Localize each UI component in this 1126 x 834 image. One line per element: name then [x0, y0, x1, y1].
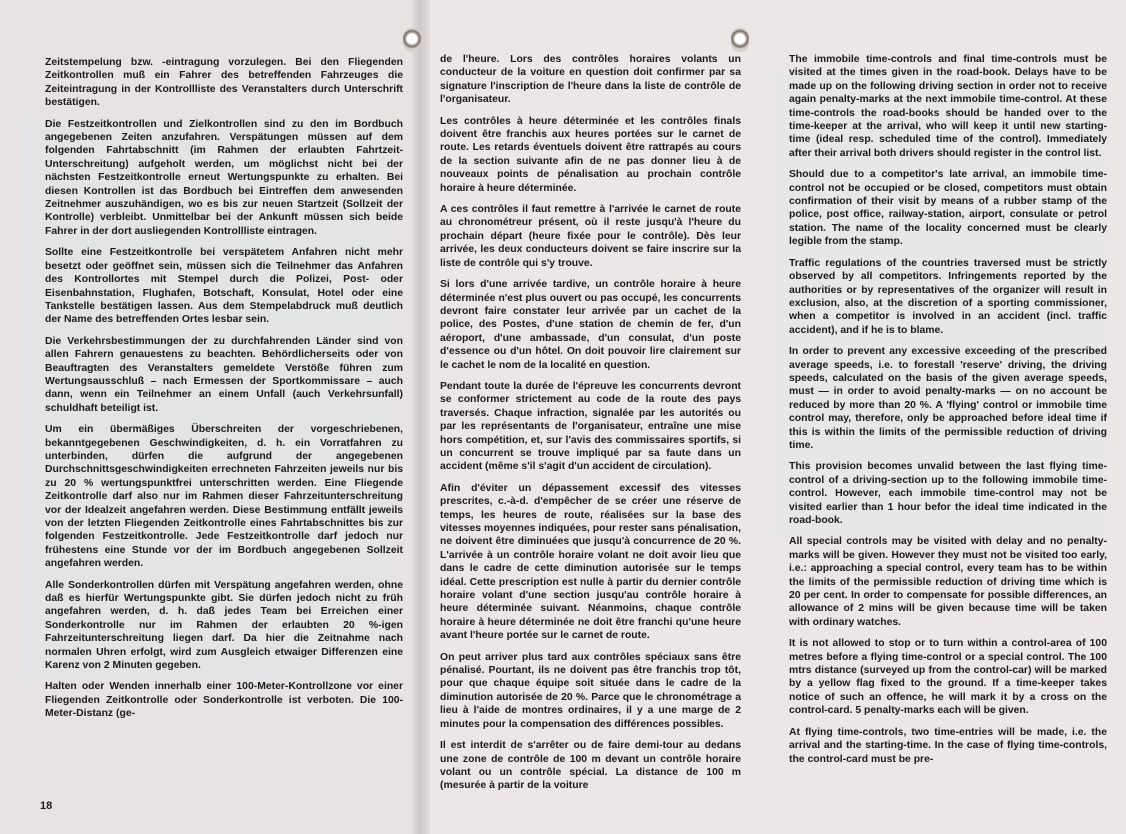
english-column	[789, 53, 1107, 774]
english-paragraph-2: Should due to a competitor's late arrival, an immobile time-control not be occupied or be closed, competitors must obtain confirmation of their visit by means of a rubber stamp of the police, post office, railway-station, airport, consulate or petrol station. The name of the locality concerned must be clearly legible from the stamp.	[789, 169, 1107, 248]
french-paragraph-1: de l'heure. Lors des contrôles horaires volants un conducteur de la voiture en question doit confirmer par sa signature l'inscription de l'heure dans la liste de contrôle de l'organisateur.	[440, 54, 741, 106]
french-paragraph-5: Pendant toute la durée de l'épreuve les concurrents devront se conformer strictement au code de la route des pays traversés. Chaque infraction, signalée par les autorités ou par les représentants de l'organisateur, entraîne une mise hors compétition, et, sur l'avis des commissaires sportifs, si un concurrent se trouve impliqué par sa faute dans un accident (même s'il s'agit d'un accident de circulation).	[440, 380, 741, 473]
english-paragraph-3: Traffic regulations of the countries traversed must be strictly observed by all competitors. Infringements reported by the authorities or by representatives of the organizer will result in exclusion, also, at the discretion of a sporting commissioner, when a competitor is involved in an accident (incl. traffic accident), and if he is to blame.	[789, 257, 1107, 336]
english-paragraph-1: The immobile time-controls and final time-controls must be visited at the times given in the road-book. Delays have to be made up on the following driving section in order not to receive again penalty-marks at the next immobile time-control. At these time-controls the road-books should be handed over to the time-keeper at the arrival, who will keep it until new starting-time (ideal resp. scheduled time of the control). Immediately after their arrival both drivers should register in the control list.	[789, 54, 1107, 159]
german-paragraph-7: Halten oder Wenden innerhalb einer 100-Meter-Kontrollzone vor einer Fliegenden Zeitkontrolle oder Sonderkontrolle ist verboten. Die 100-Meter-Distanz (ge-	[45, 681, 403, 720]
german-column	[45, 56, 403, 729]
page-gutter	[412, 0, 430, 834]
german-paragraph-4: Die Verkehrsbestimmungen der zu durchfahrenden Länder sind von allen Fahrern genauestens zu beachten. Behördlicherseits oder von Beauftragten des Veranstalters gemeldete Verstöße führen zum Wertungsausschluß – nach Ermessen der Sportkommissare – auch dann, wenn ein Teilnehmer an einem Unfall (auch Verkehrsunfall) schuldhaft beteiligt ist.	[45, 335, 403, 414]
english-paragraph-4: In order to prevent any excessive exceeding of the prescribed average speeds, i.e. to forestall 'reserve' driving, the driving speeds, calculated on the basis of the given average speeds, must — in order to avoid penalty-marks — on no account be reduced by more than 20 %. A 'flying' control or immobile time control may, therefore, only be approached before ideal time if this is within the limits of the permissible reduction of driving time.	[789, 346, 1107, 451]
french-paragraph-3: A ces contrôles il faut remettre à l'arrivée le carnet de route au chronométreur présent, où il reste jusqu'à l'heure du prochain départ (heure fixée pour le contrôle). Dès leur arrivée, les deux conducteurs doivent se faire inscrire sur la liste de contrôle qui s'y trouve.	[440, 204, 741, 269]
french-paragraph-4: Si lors d'une arrivée tardive, un contrôle horaire à heure déterminée n'est plus ouvert ou pas occupé, les concurrents devront faire constater leur arrivée par un cachet de la police, des Postes, d'une station de chemin de fer, d'un aéroport, d'une ambassade, d'un consulat, d'un poste d'essence ou d'un hôtel. On doit pouvoir lire clairement sur le cachet le nom de la localité en question.	[440, 279, 741, 371]
french-column	[440, 53, 741, 801]
staple-top	[403, 28, 421, 52]
french-paragraph-8: Il est interdit de s'arrêter ou de faire demi-tour au dedans une zone de contrôle de 100 m devant un contrôle horaire volant ou un contrôle spécial. La distance de 100 m (mesurée à partir de la voiture	[440, 740, 741, 792]
english-paragraph-7: It is not allowed to stop or to turn within a control-area of 100 metres before a flying time-control or a special control. The 100 mtrs distance (surveyed up from the control-car) will be marked by a yellow flag fixed to the ground. If a time-keeper takes notice of such an offence, he will mark it by a cross on the control-card. 5 penalty-marks each will be given.	[789, 638, 1107, 717]
english-paragraph-5: This provision becomes unvalid between the last flying time-control of a driving-section up to the following immobile time-control. However, each immobile time-control may not be visited earlier than 1 hour befor the ideal time indicated in the road-book.	[789, 461, 1107, 526]
german-paragraph-2: Die Festzeitkontrollen und Zielkontrollen sind zu den im Bordbuch angegebenen Zeiten anzufahren. Verspätungen müssen auf dem folgenden Fahrtabschnitt (im Rahmen der erlaubten Fahrtzeit-Unterschreitung) aufgeholt werden, um möglichst nicht bei der nächsten Festzeitkontrolle erneut Wertungspunkte zu erhalten. Bei diesen Kontrollen ist das Bordbuch bei Eintreffen dem anwesenden Zeitnehmer auszuhändigen, wo es bis zur neuen Startzeit (Sollzeit der Kontrolle) verbleibt. Unmittelbar bei der Ankunft müssen sich beide Fahrer in der dort ausliegenden Kontrollliste eintragen.	[45, 118, 403, 237]
english-paragraph-6: All special controls may be visited with delay and no penalty-marks will be given. However they must not be visited too early, i.e.: approaching a special control, every team has to be within the limits of the permissible reduction of driving time which is 20 per cent. In order to compensate for possible differences, an allowance of 2 mins will be given because time will be taken with ordinary watches.	[789, 536, 1107, 628]
french-paragraph-7: On peut arriver plus tard aux contrôles spéciaux sans être pénalisé. Pourtant, ils ne doivent pas être franchis trop tôt, pour que chaque équipe soit située dans le cadre de la diminution autorisée de 20 %. Parce que le chronométrage a lieu à l'aide de montres ordinaires, il y a une marge de 2 minutes pour la compensation des différences possibles.	[440, 651, 741, 730]
german-paragraph-5: Um ein übermäßiges Überschreiten der vorgeschriebenen, bekanntgegebenen Geschwindigkeiten, d. h. ein Vorratfahren zu unterbinden, dürfen die aufgrund der angegebenen Durchschnittsgeschwindigkeiten errechneten Fahrzeiten jeweils nur bis zu 20 % wertungspunktfrei unterschritten werden. Eine Fliegende Zeitkontrolle darf also nur im Rahmen dieser Fahrzeitunterschreitung vor der Idealzeit angefahren werden. Diese Bestimmung entfällt jeweils von der letzten Fliegenden Zeitkontrolle eines Fahrtabschnittes bis zur folgenden Festzeitkontrolle. Jede Festzeitkontrolle darf jedoch nur frühestens eine Stunde vor der im Bordbuch angegebenen Sollzeit angefahren werden.	[45, 424, 403, 570]
english-paragraph-8: At flying time-controls, two time-entries will be made, i.e. the arrival and the starting-time. In the case of flying time-controls, the control-card must be pre-	[789, 726, 1107, 765]
french-paragraph-2: Les contrôles à heure déterminée et les contrôles finals doivent être franchis aux heures portées sur le carnet de route. Les retards éventuels doivent être rattrapés au cours de la section suivante afin de ne pas donner lieu à de nouveaux points de pénalisation au prochain contrôle horaire à heure déterminée.	[440, 115, 741, 194]
german-paragraph-3: Sollte eine Festzeitkontrolle bei verspätetem Anfahren nicht mehr besetzt oder geöffnet sein, müssen sich die Teilnehmer das Anfahren des Kontrollortes mit Stempel durch die Polizei, Post- oder Eisenbahnstation, Flughafen, Botschaft, Konsulat, Hotel oder eine Tankstelle bestätigen lassen. Aus dem Stempelabdruck muß deutlich der Name des betreffenden Ortes lesbar sein.	[45, 247, 403, 326]
german-paragraph-6: Alle Sonderkontrollen dürfen mit Verspätung angefahren werden, ohne daß es hierfür Wertungspunkte gibt. Sie dürfen jedoch nicht zu früh angefahren werden, d. h. daß jedes Team bei Erreichen einer Sonderkontrolle nur im Rahmen der erlaubten 20 %-igen Fahrzeitunterschreitung liegen darf. Da hier die Zeitnahme nach normalen Uhren erfolgt, wird zum Ausgleich etwaiger Differenzen eine Karenz von 2 Minuten gegeben.	[45, 579, 403, 672]
staple-top-right	[731, 28, 749, 52]
german-paragraph-1: Zeitstempelung bzw. -eintragung vorzulegen. Bei den Fliegenden Zeitkontrollen muß ein Fahrer des betreffenden Fahrzeuges die Zeiteintragung in der Kontrollliste des Veranstalters durch Unterschrift bestätigen.	[45, 57, 403, 109]
french-paragraph-6: Afin d'éviter un dépassement excessif des vitesses prescrites, c.-à-d. d'empêcher de se créer une réserve de temps, les heures de route, réalisées sur la base des vitesses moyennes indiquées, pour rester sans pénalisation, ne doivent être diminuées que jusqu'à concurrence de 20 %. L'arrivée à un contrôle horaire volant ne doit avoir lieu que dans le cadre de cette diminution autorisée sur le temps idéal. Cette prescription est nulle à partir du dernier contrôle horaire volant d'une section jusqu'au contrôle horaire à heure déterminée suivant. Néanmoins, chaque contrôle horaire à heure déterminée ne doit être franchi qu'une heure avant l'heure portée sur le carnet de route.	[440, 482, 741, 642]
page-number: 18	[40, 800, 53, 812]
